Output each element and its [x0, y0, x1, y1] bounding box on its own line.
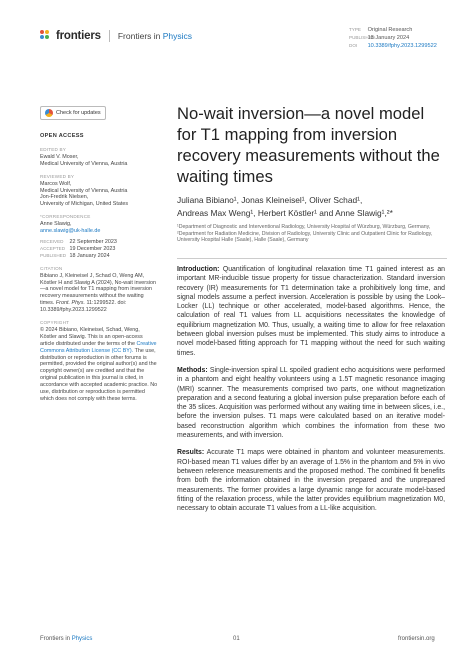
author-list: Juliana Bibiano¹, Jonas Kleineisel¹, Oliver Schad¹, Andreas Max Weng¹, Herbert Köstler¹ and Anne Slawig¹,²* — [177, 195, 393, 218]
publish-date: 18 January 2024 — [367, 35, 410, 41]
footer-site-link[interactable]: frontiersin.org — [398, 636, 435, 642]
abstract-introduction: Introduction: Quantification of longitudinal relaxation time T1 gained interest as an important MR-inducible tissue property for tissue characterization. Standard inversion recovery (IR) measurements for T1 determination take a prohibitively long time, and signal models assume a perfect inversion. Acceleration is possible by using the Look–Locker (LL) technique or other accelerated, model-based algorithms. Hence, the calculation of real T1 values from LL acquisitions necessitates the knowledge of equilibrium magnetization M0. Thus, usually, a waiting time to allow for free relaxation between global inversion pulses must be implemented. This study aims to introduce a novel model-based fitting approach for T1 mapping without the need for such waiting times. — [177, 266, 445, 357]
doi-link[interactable]: 10.3389/fphy.2023.1299522 — [367, 43, 437, 49]
crossmark-icon — [45, 109, 53, 117]
divider — [177, 258, 447, 259]
cc-by-license-link[interactable]: Creative Commons Attribution License (CC BY). — [40, 340, 157, 354]
reviewer-affiliation: Medical University of Vienna, Austria — [40, 187, 128, 194]
footer-journal: Frontiers in Physics — [40, 636, 93, 642]
page-number: 01 — [233, 636, 240, 642]
received-date: 22 September 2023 — [69, 238, 117, 245]
journal-name: Frontiers in Physics — [117, 31, 193, 41]
editor-name: Ewald V. Moser, — [40, 153, 79, 160]
article-type: Original Research — [367, 27, 413, 33]
citation-text: Bibiano J, Kleineisel J, Schad O, Weng AM, Köstler H and Slawig A (2024), No-wait inversion—a novel model for T1 mapping from inversion recovery measurements without the waiting times. Front. Phys. 11:1299522. doi: 10.3389/fphy.2023.1299522 — [40, 272, 156, 314]
reviewer-affiliation: University of Michigan, United States — [40, 201, 129, 208]
reviewer-name: Marcos Wolf, — [40, 180, 72, 187]
reviewer-name: Jon-Fredrik Nielsen, — [40, 194, 89, 201]
affiliations: ¹Department of Diagnostic and Interventional Radiology, University Hospital of Würzburg, Würzburg, Germany, ²Department for Radiation Medicine, Division of Radiology, University Clinic and Outpatient Clinic for Radiology, University Hospital Halle (Saale), Halle (Saale), Germany — [177, 224, 433, 244]
frontiers-logo-icon — [40, 30, 52, 42]
corresponding-email-link[interactable]: anne.slawig@uk-halle.de — [40, 228, 101, 235]
copyright-text: © 2024 Bibiano, Kleineisel, Schad, Weng, Köstler and Slawig. This is an open-access article distributed under the terms of the Creative Commons Attribution License (CC BY). The use, distribution or reproduction in other forums is permitted, provided the original author(s) and the copyright owner(s) are credited and that the original publication in this journal is cited, in accordance with accepted academic practice. No use, distribution or reproduction is permitted which does not comply with these terms. — [40, 326, 158, 402]
published-date: 18 January 2024 — [69, 252, 110, 259]
header-divider — [109, 30, 110, 42]
abstract-methods: Methods: Single-inversion spiral LL spoiled gradient echo acquisitions were performed in a phantom and eight healthy volunteers using a 1.5T magnetic resonance imaging (MRI) scanner. The measurements comprised two parts, one without magnetization preparation and a second featuring a global inversion pulse preparation before each of the 35 slices. Acquisition was performed without any waiting time in between slices, i.e., before the inversion pulses. T1 maps were calculated based on an iterative model-based reconstruction algorithm which combines the information from these two measurements, and with inversion. — [177, 366, 445, 440]
journal-header — [40, 30, 192, 42]
article-meta: TYPE Original Research PUBLISHED 18 January 2024 DOI 10.3389/fphy.2023.1299522 — [349, 27, 437, 49]
accepted-date: 19 December 2023 — [69, 245, 116, 252]
article-title: No-wait inversion—a novel model for T1 mapping from inversion recovery measurements without the waiting times — [177, 104, 440, 186]
brand-name: frontiers — [56, 30, 101, 42]
check-for-updates-button[interactable]: Check for updates — [40, 106, 106, 120]
corresponding-author: Anne Slawig, — [40, 221, 72, 228]
abstract-results: Results: Accurate T1 maps were obtained in phantom and volunteer measurements. ROI-based mean T1 values differ by an average of 1.5% in the phantom and 5% in vivo between reference measurements and the proposed method. The combined fit benefits from both the information obtained in the inversion prepared and the unprepared measurements. The former provides a large dynamic range for accurate model-based fitting of the relaxation process, while the latter provides equilibrium magnetization M0, necessary to obtain accurate T1 values from a LL-like acquisition. — [177, 449, 445, 513]
article-sidebar: EDITED BY Ewald V. Moser, Medical University of Vienna, Austria REVIEWED BY Marcos Wolf, Medical University of Vienna, Austria Jon-Fredrik Nielsen, University of Michigan, United States *CORRESPONDENCE Anne Slawig, anne.slawig@uk-halle.de RECEIVED 22 September 2023 ACCEPTED 19 December 2023 PUBLISHED 18 January 2024 CITATION Bibiano J, Kleineisel J, Schad O, Weng AM, Köstler H and Slawig A (2024), No-wait inversion—a novel model for T1 mapping from inversion recovery measurements without the waiting times. Front. Phys. 11:1299522. doi: 10.3389/fphy.2023.1299522 COPYRIGHT © 2024 Bibiano, Kleineisel, Schad, Weng, Köstler and Slawig. This is an open-access article distributed under the terms of the Creative Commons Attribution License (CC BY). The use, distribution or reproduction in other forums is permitted, provided the original author(s) and the copyright owner(s) are credited and that the original publication in this journal is cited, in accordance with accepted academic practice. No use, distribution or reproduction is permitted which does not comply with these terms. — [40, 147, 158, 402]
editor-affiliation: Medical University of Vienna, Austria — [40, 160, 128, 167]
open-access-label: OPEN ACCESS — [40, 133, 84, 139]
abstract — [177, 265, 445, 521]
